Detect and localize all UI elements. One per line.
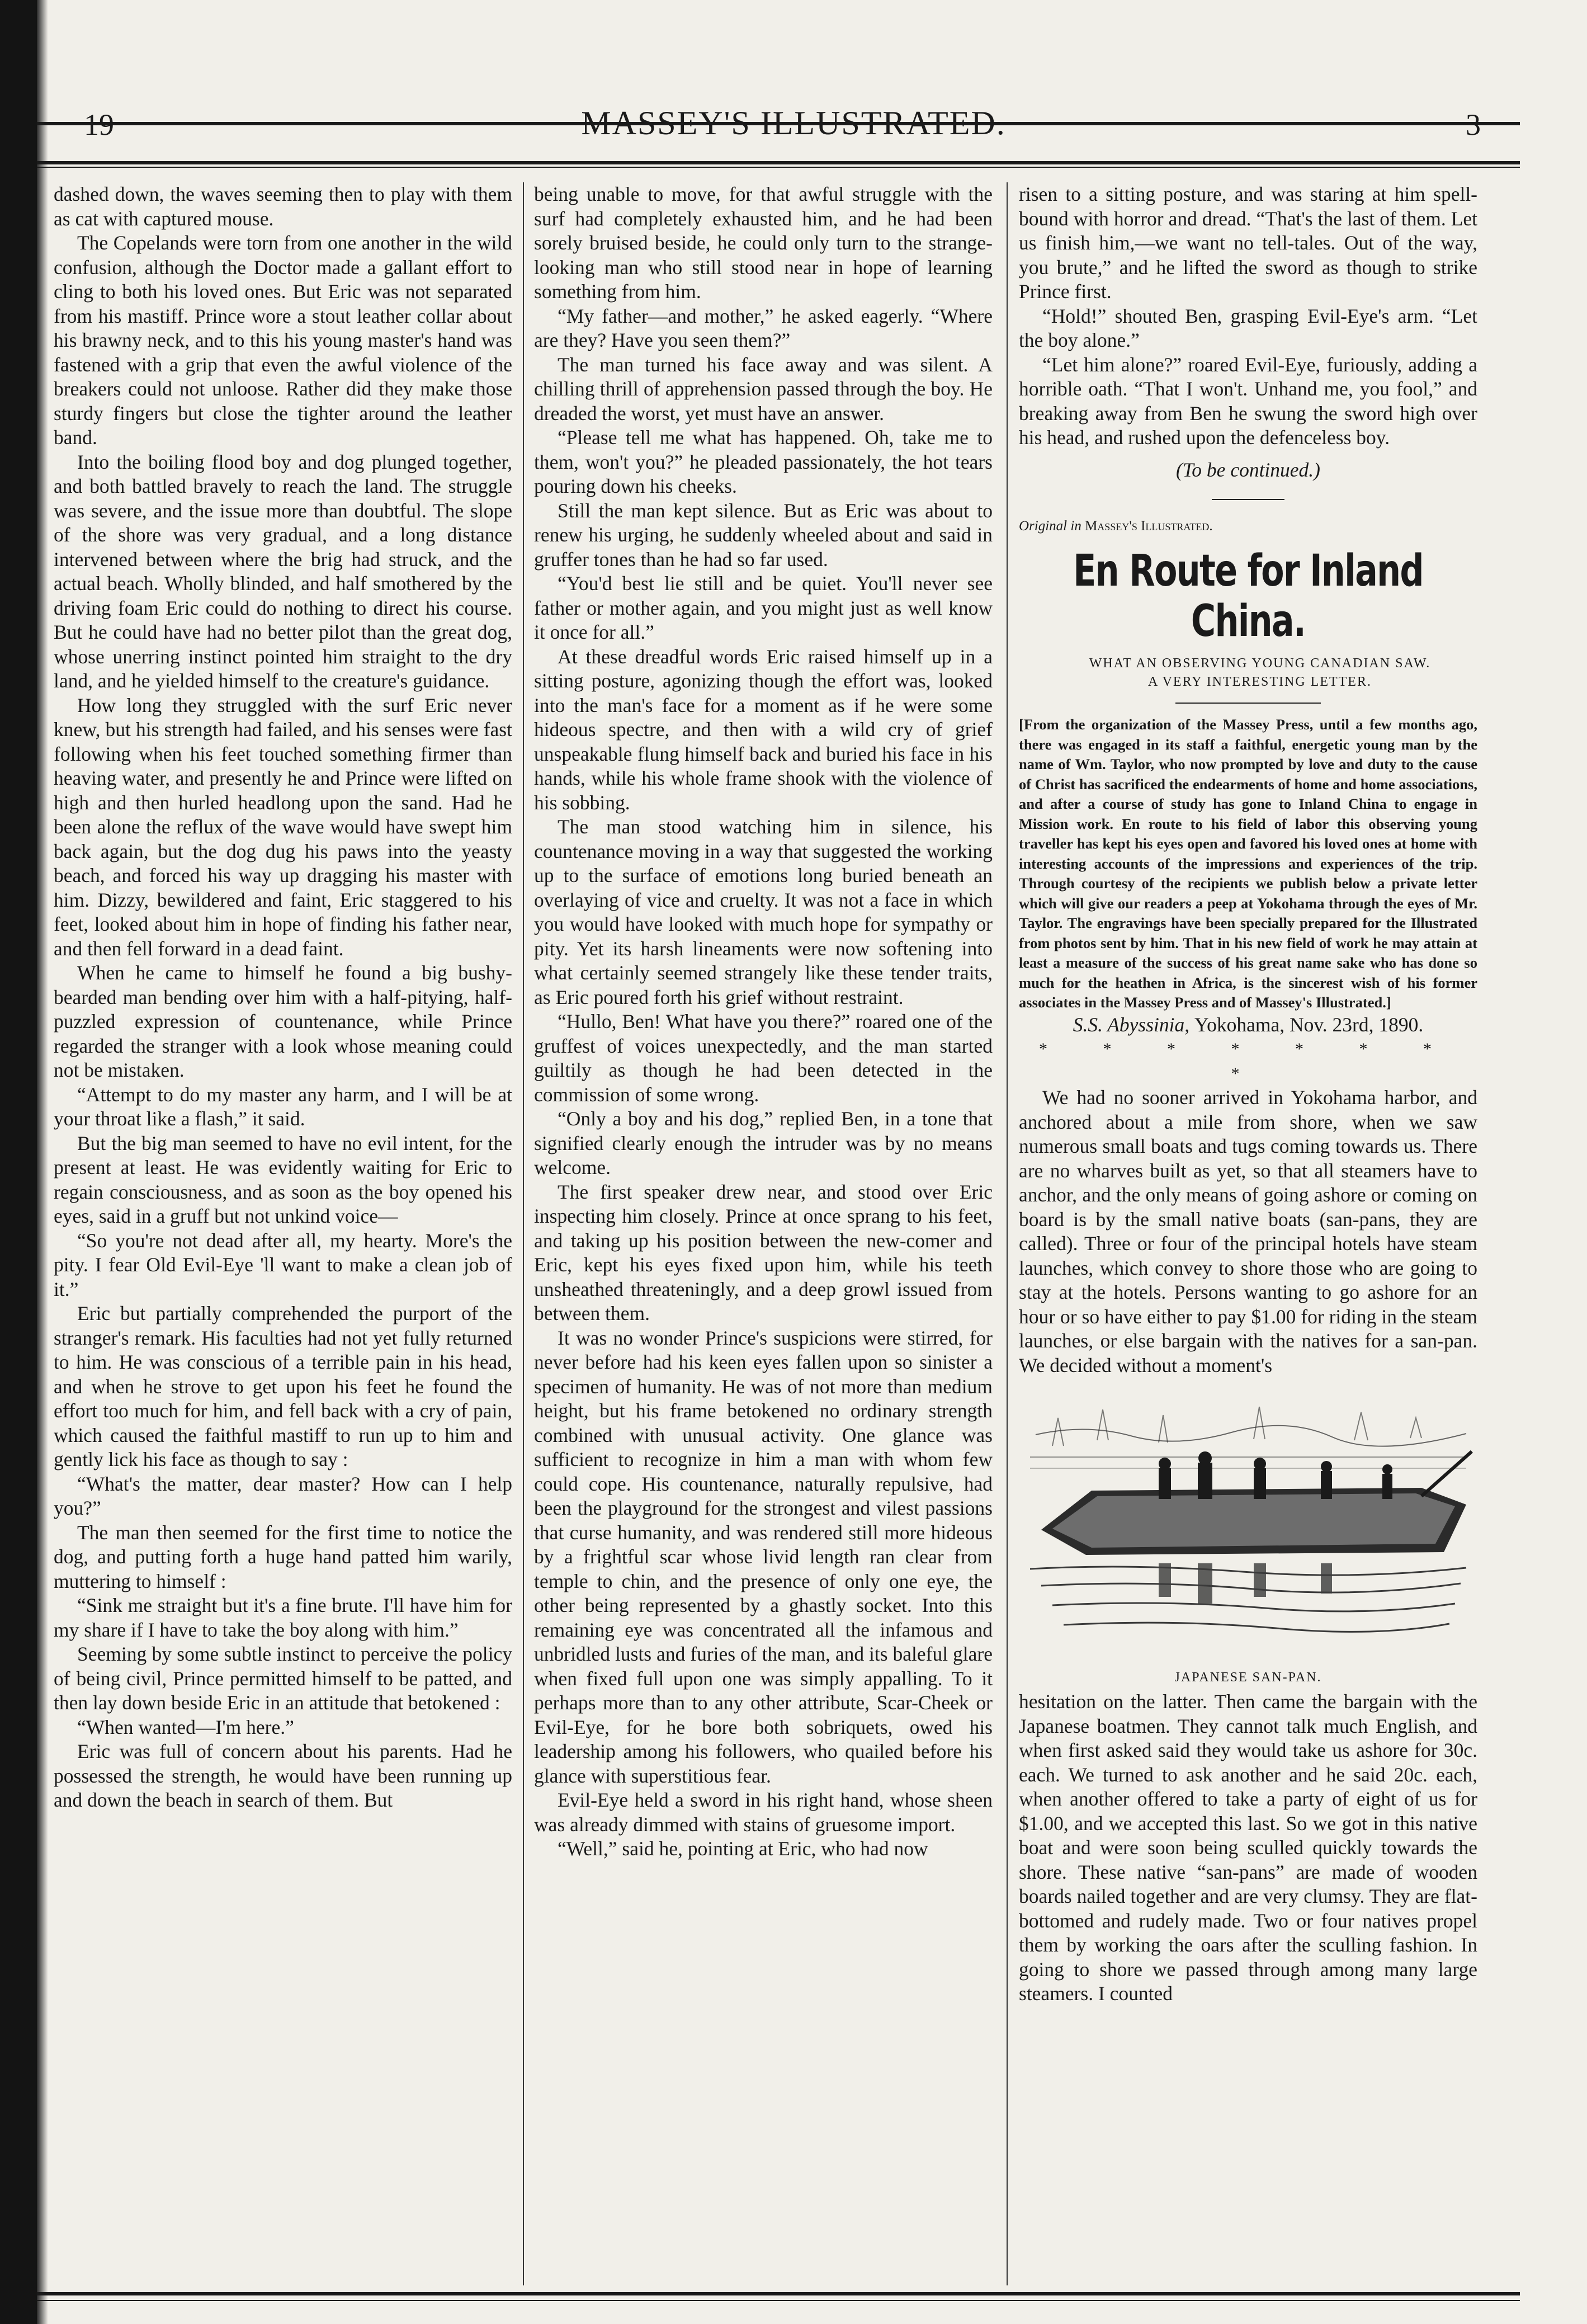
paragraph: risen to a sitting posture, and was staring at him spell-bound with horror and dread. “That's the last of them. Let us finish him,—we want no tell-tales. Out of the way, you brute,” and he lifted the sword as though to strike Prince first. (1019, 183, 1477, 303)
binding-shadow (37, 0, 48, 2324)
paragraph: “Hullo, Ben! What have you there?” roared one of the gruffest of voices unexpectedly, and the man started guiltily as though he had been detected in the commission of some wrong. (534, 1010, 993, 1106)
paragraph: “Hold!” shouted Ben, grasping Evil-Eye's arm. “Let the boy alone.” (1019, 304, 1477, 351)
paragraph: At these dreadful words Eric raised himself up in a sitting posture, agonizing though the effort was, looked into the man's face for a moment as if he were some hideous spectre, and then with a wild cry of grief unspeakable flung himself back and buried his face in his hands, while his whole frame shook with the violence of his sobbing. (534, 645, 993, 814)
paragraph: It was no wonder Prince's suspicions were stirred, for never before had his keen eyes fallen upon so sinister a specimen of humanity. He was of not more than medium height, but his frame betokened no ordinary strength combined with unusual activity. One glance was sufficient to recognize in him a man with whom few could cope. His countenance, naturally repulsive, had been the playground for the strongest and vilest passions that curse humanity, and was rendered still more hideous by a frightful scar whose livid length ran clear from temple to chin, and the presence of only one eye, the other being represented by a ghastly socket. Into this remaining eye was concentrated all the infamous and unbridled lusts and furies of the man, and its baleful glare when fixed full upon one was simply appalling. To it perhaps more than to any other attribute, Scar-Cheek or Evil-Eye, for he bore both sobriquets, owed his leadership among his followers, who quailed before his glance with superstitious fear. (534, 1326, 993, 1787)
dateline-place: Yokohama, Nov. 23rd, 1890. (1194, 1013, 1424, 1036)
paragraph: “Please tell me what has happened. Oh, take me to them, won't you?” he pleaded passionately, the hot tears pouring down his cheeks. (534, 426, 993, 497)
paragraph: dashed down, the waves seeming then to play with them as cat with captured mouse. (54, 183, 512, 230)
paragraph: “Attempt to do my master any harm, and I will be at your throat like a flash,” it said. (54, 1083, 512, 1130)
article-title: En Route for Inland China. (1073, 546, 1423, 647)
source-credit (1019, 517, 1477, 536)
subtitle-divider (1175, 703, 1321, 704)
paragraph: Still the man kept silence. But as Eric was about to renew his urging, he suddenly wheeled about and said in gruffer tones than he had so far used. (534, 499, 993, 571)
asterism: * * * * * * * * (1039, 1040, 1457, 1083)
japanese-san-pan-engraving (1019, 1384, 1477, 1656)
footer-rule (37, 2292, 1520, 2295)
paragraph: hesitation on the latter. Then came the bargain with the Japanese boatmen. They cannot talk much English, and when first asked said they would take us ashore for 30c. each. We turned to ask another and he said 20c. each, when another offered to take a party of eight of us for $1.00, and we accepted this last. So we got in this native boat and were soon being sculled quickly towards the shore. These native “san-pans” are made of wooden boards nailed together and are very clumsy. They are flat-bottomed and rudely made. Two or four natives propel them by working the oars after the sculling fashion. In going to shore we passed through among many large steamers. I counted (1019, 1690, 1477, 2005)
paragraph: The Copelands were torn from one another in the wild confusion, although the Doctor made a gallant effort to cling to both his loved ones. But Eric was not separated from his mastiff. Prince wore a stout leather collar about his brawny neck, and to this his young master's hand was fastened with a grip that even the awful violence of the breakers could not unloose. Rather did they make those sturdy fingers but close the tighter around the leather band. (54, 232, 512, 449)
header-issue-number: 19 (84, 108, 114, 142)
article-subtitle: WHAT AN OBSERVING YOUNG CANADIAN SAW. (1089, 656, 1431, 671)
paragraph: “Sink me straight but it's a fine brute. I'll have him for my share if I have to take the boy along with him.” (54, 1594, 512, 1641)
paragraph: Seeming by some subtle instinct to perceive the policy of being civil, Prince permitted himself to be patted, and then lay down beside Eric in an attitude that betokened : (54, 1643, 512, 1714)
paragraph: We had no sooner arrived in Yokohama harbor, and anchored about a mile from shore, when we saw numerous small boats and tugs coming towards us. There are no wharves built as yet, so that all steamers have to anchor, and the only means of going ashore or coming on board is by the small native boats (san-pans, they are called). Three or four of the principal hotels have steam launches, which convey to shore those who are going to stay at the hotels. Persons wanting to go ashore for an hour or so have either to pay $1.00 for riding in the steam launches, or else bargain with the natives for a san-pan. We decided without a moment's (1019, 1086, 1477, 1377)
article-subtitle: A VERY INTERESTING LETTER. (1148, 675, 1372, 689)
footer-thin-rule (37, 2300, 1520, 2301)
paragraph: Into the boiling flood boy and dog plunged together, and both battled bravely to reach the land. The struggle was severe, and the issue more than doubtful. The slope of the shore was very gradual, and a long distance intervened between where the brig had struck, and the actual beach. Wholly blinded, and half smothered by the driving foam Eric could do nothing to direct his course. But he could have had no better pilot than the great dog, whose unerring instinct pointed him straight to the dry land, and he yielded himself to the creature's guidance. (54, 450, 512, 692)
paragraph: “Only a boy and his dog,” replied Ben, in a tone that signified clearly enough the intruder was by no means welcome. (534, 1107, 993, 1179)
page-binding-edge (0, 0, 37, 2324)
paragraph: being unable to move, for that awful struggle with the surf had completely exhausted him, and he had been sorely bruised beside, he could only turn to the strange-looking man who still stood near in hope of learning something from him. (534, 183, 993, 303)
column-separator (1007, 182, 1008, 2285)
masthead-title: MASSEY'S ILLUSTRATED. (581, 105, 1006, 142)
paragraph: “So you're not dead after all, my hearty. More's the pity. I fear Old Evil-Eye 'll want to make a clean job of it.” (54, 1229, 512, 1300)
to-be-continued: (To be continued.) (1176, 458, 1320, 481)
paragraph: Evil-Eye held a sword in his right hand, whose sheen was already dimmed with stains of gruesome import. (534, 1789, 993, 1836)
paragraph: But the big man seemed to have no evil intent, for the present at least. He was evidently waiting for Eric to regain consciousness, and as soon as the boy opened his eyes, said in a gruff but not unkind voice— (54, 1132, 512, 1227)
dateline (1019, 1013, 1477, 1038)
column-1-story (54, 182, 512, 2285)
paragraph: The first speaker drew near, and stood over Eric inspecting him closely. Prince at once sprang to his feet, and taking up his position between the new-comer and Eric, kept his eyes fixed upon him, while his teeth unsheathed threateningly, and a deep growl issued from between them. (534, 1180, 993, 1324)
source-label: Original in (1019, 518, 1081, 534)
figure-caption: JAPANESE SAN-PAN. (1174, 1670, 1322, 1685)
paragraph: Eric but partially comprehended the purport of the stranger's remark. His faculties had not yet fully returned to him. He was conscious of a terrible pain in his head, and when he strove to get upon his feet he found the effort too much for him, and fell back with a cry of pain, which caused the faithful mastiff to run up to him and gently lick his face as though to say : (54, 1302, 512, 1470)
paragraph: The man turned his face away and was silent. A chilling thrill of apprehension passed through the boy. He dreaded the worst, yet must have an answer. (534, 353, 993, 425)
paragraph: The man then seemed for the first time to notice the dog, and putting forth a huge hand patted him warily, muttering to himself : (54, 1521, 512, 1592)
header-bottom-thin-rule (37, 167, 1520, 168)
page-number: 3 (1466, 108, 1481, 142)
paragraph: “My father—and mother,” he asked eagerly. “Where are they? Have you seen them?” (534, 304, 993, 351)
column-3 (1019, 182, 1477, 2285)
column-2-story (534, 182, 993, 2285)
paragraph: “When wanted—I'm here.” (77, 1715, 294, 1738)
paragraph: “Well,” said he, pointing at Eric, who had now (558, 1837, 928, 1860)
paragraph: When he came to himself he found a big bushy-bearded man bending over him with a half-pitying, half-puzzled expression of countenance, while Prince regarded the stranger with a look whose meaning could not be mistaken. (54, 961, 512, 1081)
editor-introduction: [From the organization of the Massey Press, until a few months ago, there was engaged in its staff a faithful, energetic young man by the name of Wm. Taylor, who now prompted by love and duty to the cause of Christ has sacrificed the endearments of home and home associations, and after a course of study has gone to Inland China to engage in Mission work. En route to his field of labor this observing young traveller has kept his eyes open and favored his loved ones at home with interesting accounts of the impressions and experiences of the trip. Through courtesy of the recipients we publish below a private letter which will give our readers a peep at Yokohama through the eyes of Mr. Taylor. The engravings have been specially prepared for the Illustrated from photos sent by him. That in his new field of work he may attain at least a measure of the success of his great name sake who has done so much for the heathen in Africa, is the sincerest wish of his former associates in the Massey Press and of Massey's Illustrated.] (1019, 716, 1477, 1011)
column-separator (523, 182, 524, 2285)
dateline-ship: S.S. Abyssinia, (1073, 1013, 1190, 1036)
paragraph: How long they struggled with the surf Eric never knew, but his strength had failed, and his senses were fast following when his feet touched something firmer than heaving water, and presently he and Prince were lifted on high and then hurled headlong upon the sand. Had he been alone the reflux of the wave would have swept him back again, but the dog dug his paws into the yeasty beach, and forced his way up dragging his master with him. Dizzy, bewildered and faint, Eric staggered to his feet, looked about him in hope of finding his father near, and then fell forward in a dead faint. (54, 694, 512, 960)
paragraph: Eric was full of concern about his parents. Had he possessed the strength, he would have been running up and down the beach in search of them. But (54, 1740, 512, 1811)
paragraph: “You'd best lie still and be quiet. You'll never see father or mother again, and you might just as well know it once for all.” (534, 572, 993, 643)
paragraph: “What's the matter, dear master? How can I help you?” (54, 1472, 512, 1519)
section-divider (1212, 499, 1284, 500)
paragraph: “Let him alone?” roared Evil-Eye, furiously, adding a horrible oath. “That I won't. Unhand me, you fool,” and breaking away from Ben he swung the sword high over his head, and rushed upon the defenceless boy. (1019, 353, 1477, 449)
header-bottom-rule (37, 161, 1520, 164)
paragraph: The man stood watching him in silence, his countenance moving in a way that suggested the working up to the surface of emotions long buried beneath an overlaying of vice and cruelty. It was not a face in which you would have looked with much hope for sympathy or pity. Yet its harsh lineaments were now softening into what certainly seemed strangely like these tender traits, as Eric poured forth his grief without restraint. (534, 815, 993, 1008)
source-name: Massey's Illustrated. (1085, 518, 1213, 534)
